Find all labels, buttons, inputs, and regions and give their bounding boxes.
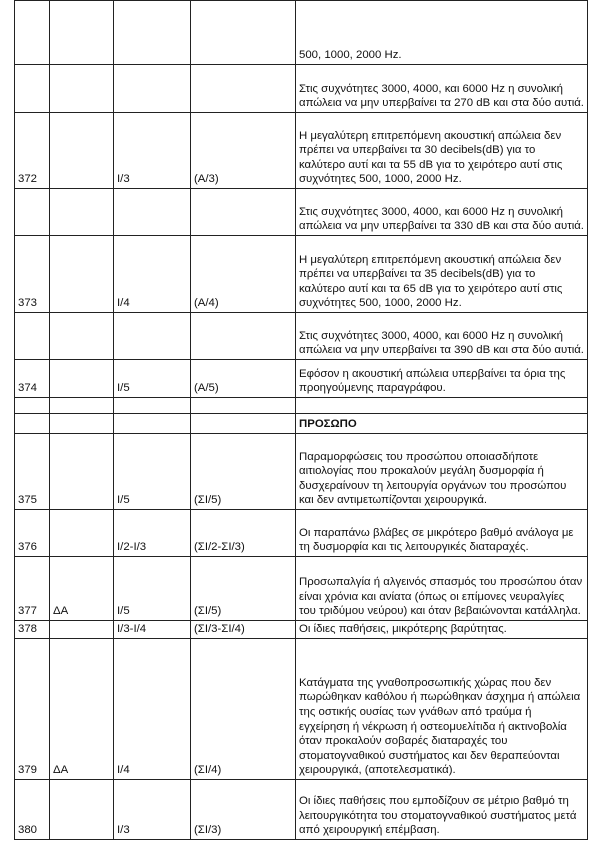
section-heading: ΠΡΟΣΩΠΟ bbox=[296, 414, 588, 434]
code-cell bbox=[191, 414, 296, 434]
article-number: 379 bbox=[15, 639, 50, 780]
category-cell bbox=[114, 189, 191, 236]
table-row bbox=[15, 510, 588, 557]
flag-cell bbox=[50, 1, 114, 65]
description-cell: Η μεγαλύτερη επιτρεπόμενη ακουστική απώλεια δεν πρέπει να υπερβαίνει τα 35 decibels(dB) για το καλύτερο αυτί και τα 65 dB για το χειρότερο αυτί στις συχνότητες 500, 1000, 2000 Hz. bbox=[296, 236, 588, 313]
table-row bbox=[15, 780, 588, 840]
article-number bbox=[15, 189, 50, 236]
code-cell: (ΣΙ/5) bbox=[191, 434, 296, 510]
article-number: 373 bbox=[15, 236, 50, 313]
code-cell: (ΣΙ/3) bbox=[191, 780, 296, 840]
table-row bbox=[15, 313, 588, 360]
article-number bbox=[15, 313, 50, 360]
category-cell bbox=[114, 313, 191, 360]
flag-cell bbox=[50, 313, 114, 360]
table-row bbox=[15, 434, 588, 510]
description-cell: Στις συχνότητες 3000, 4000, και 6000 Hz η συνολική απώλεια να μην υπερβαίνει τα 270 dB και στα δύο αυτιά. bbox=[296, 65, 588, 113]
table-row bbox=[15, 398, 588, 414]
description-cell: Παραμορφώσεις του προσώπου οποιασδήποτε αιτιολογίας που προκαλούν μεγάλη δυσμορφία ή δυσχεραίνουν τη λειτουργία οργάνων του προσώπου και δεν αντιμετωπίζονται χειρουργικά. bbox=[296, 434, 588, 510]
flag-cell: ΔΑ bbox=[50, 557, 114, 621]
article-number: 376 bbox=[15, 510, 50, 557]
article-number: 375 bbox=[15, 434, 50, 510]
table-row bbox=[15, 189, 588, 236]
category-cell: I/2-I/3 bbox=[114, 510, 191, 557]
table-row bbox=[15, 113, 588, 189]
description-cell: Στις συχνότητες 3000, 4000, και 6000 Hz η συνολική απώλεια να μην υπερβαίνει τα 330 dB και στα δύο αυτιά. bbox=[296, 189, 588, 236]
description-cell: Οι ίδιες παθήσεις που εμποδίζουν σε μέτριο βαθμό τη λειτουργικότητα του στοματογναθικού συστήματος μετά από χειρουργική επέμβαση. bbox=[296, 780, 588, 840]
flag-cell bbox=[50, 65, 114, 113]
category-cell bbox=[114, 65, 191, 113]
category-cell: I/5 bbox=[114, 557, 191, 621]
table-row bbox=[15, 360, 588, 398]
description-cell: 500, 1000, 2000 Hz. bbox=[296, 1, 588, 65]
description-cell: Εφόσον η ακουστική απώλεια υπερβαίνει τα όρια της προηγούμενης παραγράφου. bbox=[296, 360, 588, 398]
description-cell: Στις συχνότητες 3000, 4000, και 6000 Hz η συνολική απώλεια να μην υπερβαίνει τα 390 dB και στα δύο αυτιά. bbox=[296, 313, 588, 360]
category-cell bbox=[114, 414, 191, 434]
category-cell: I/5 bbox=[114, 360, 191, 398]
table-row bbox=[15, 236, 588, 313]
category-cell: I/4 bbox=[114, 236, 191, 313]
article-number bbox=[15, 398, 50, 414]
flag-cell bbox=[50, 434, 114, 510]
table-row bbox=[15, 557, 588, 621]
table-row bbox=[15, 621, 588, 639]
article-number: 374 bbox=[15, 360, 50, 398]
code-cell: (ΣΙ/4) bbox=[191, 639, 296, 780]
flag-cell bbox=[50, 780, 114, 840]
category-cell: I/5 bbox=[114, 434, 191, 510]
description-cell: Προσωπαλγία ή αλγεινός σπασμός του προσώπου όταν είναι χρόνια και ανίατα (όπως οι επίμονες νευραλγίες του τριδύμου νεύρου) και όταν βεβαιώνονται κατάλληλα. bbox=[296, 557, 588, 621]
flag-cell bbox=[50, 236, 114, 313]
table-row bbox=[15, 639, 588, 780]
code-cell bbox=[191, 1, 296, 65]
category-cell: I/3-I/4 bbox=[114, 621, 191, 639]
code-cell: (ΣΙ/2-ΣΙ/3) bbox=[191, 510, 296, 557]
code-cell bbox=[191, 398, 296, 414]
article-number bbox=[15, 65, 50, 113]
category-cell: I/4 bbox=[114, 639, 191, 780]
category-cell bbox=[114, 398, 191, 414]
article-number: 372 bbox=[15, 113, 50, 189]
description-cell: Οι παραπάνω βλάβες σε μικρότερο βαθμό ανάλογα με τη δυσμορφία και τις λειτουργικές διαταραχές. bbox=[296, 510, 588, 557]
article-number: 377 bbox=[15, 557, 50, 621]
description-cell: Κατάγματα της γναθοπροσωπικής χώρας που δεν πωρώθηκαν καθόλου ή πωρώθηκαν άσχημα ή απώλεια της οστικής ουσίας των γνάθων από τραύμα ή εγχείρηση ή νέκρωση ή οστεομυελίτιδα ή ακτινοβολία όταν προκαλούν σοβαρές διαταραχές του στοματογναθικού συστήματος και δεν θεραπεύονται χειρουργικά, (αποτελεσματικά). bbox=[296, 639, 588, 780]
code-cell bbox=[191, 189, 296, 236]
description-cell bbox=[296, 398, 588, 414]
article-number bbox=[15, 414, 50, 434]
flag-cell: ΔΑ bbox=[50, 639, 114, 780]
flag-cell bbox=[50, 414, 114, 434]
code-cell: (Α/3) bbox=[191, 113, 296, 189]
flag-cell bbox=[50, 510, 114, 557]
disability-table bbox=[14, 0, 588, 840]
description-cell: Οι ίδιες παθήσεις, μικρότερης βαρύτητας. bbox=[296, 621, 588, 639]
category-cell: I/3 bbox=[114, 113, 191, 189]
category-cell bbox=[114, 1, 191, 65]
table-row bbox=[15, 414, 588, 434]
code-cell: (ΣΙ/5) bbox=[191, 557, 296, 621]
code-cell: (Α/4) bbox=[191, 236, 296, 313]
article-number: 380 bbox=[15, 780, 50, 840]
code-cell bbox=[191, 65, 296, 113]
flag-cell bbox=[50, 360, 114, 398]
code-cell: (Α/5) bbox=[191, 360, 296, 398]
code-cell bbox=[191, 313, 296, 360]
flag-cell bbox=[50, 398, 114, 414]
table-row bbox=[15, 65, 588, 113]
article-number: 378 bbox=[15, 621, 50, 639]
article-number bbox=[15, 1, 50, 65]
code-cell: (ΣΙ/3-ΣΙ/4) bbox=[191, 621, 296, 639]
description-cell: Η μεγαλύτερη επιτρεπόμενη ακουστική απώλεια δεν πρέπει να υπερβαίνει τα 30 decibels(dB) για το καλύτερο αυτί και τα 55 dB για το χειρότερο αυτί στις συχνότητες 500, 1000, 2000 Hz. bbox=[296, 113, 588, 189]
flag-cell bbox=[50, 189, 114, 236]
flag-cell bbox=[50, 621, 114, 639]
table-row bbox=[15, 1, 588, 65]
category-cell: I/3 bbox=[114, 780, 191, 840]
flag-cell bbox=[50, 113, 114, 189]
